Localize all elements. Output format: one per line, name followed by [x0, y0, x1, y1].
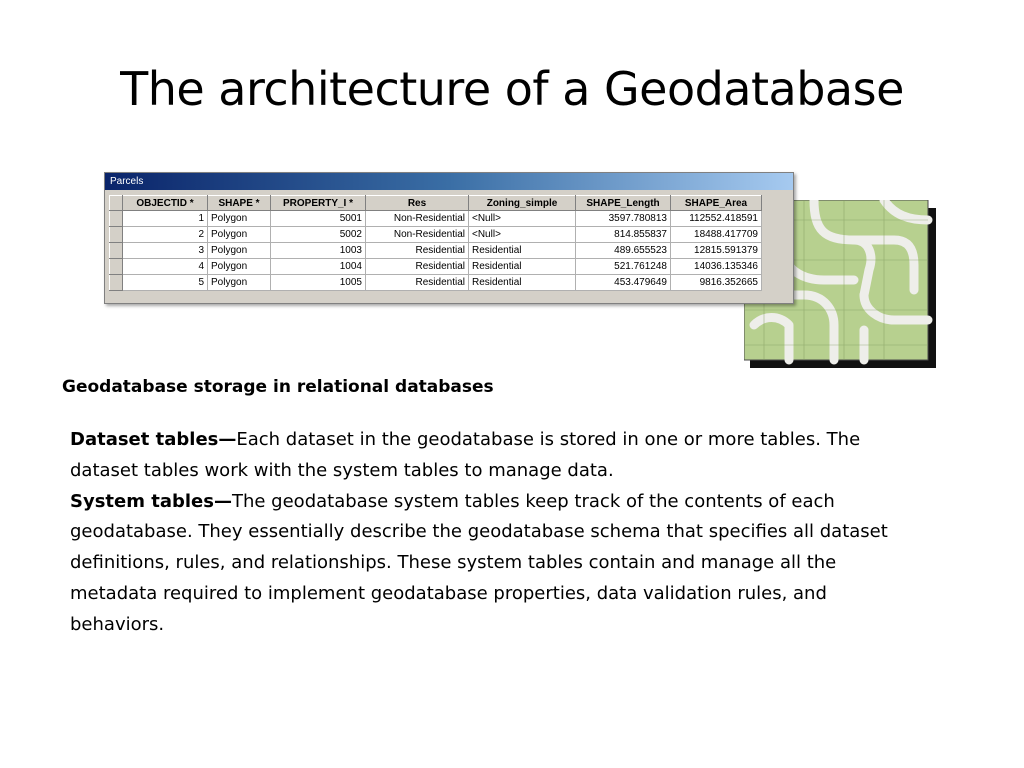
table-row[interactable]: [110, 259, 762, 275]
table-cell[interactable]: <Null>: [469, 227, 576, 243]
table-cell[interactable]: 12815.591379: [671, 243, 762, 259]
table-cell[interactable]: Residential: [366, 259, 469, 275]
column-header[interactable]: OBJECTID *: [123, 196, 208, 211]
column-header[interactable]: SHAPE_Length: [576, 196, 671, 211]
table-row[interactable]: [110, 211, 762, 227]
system-tables-description: The geodatabase system tables keep track of the contents of each geodatabase. They essentially describe the geodatabase schema that specifies all dataset definitions, rules, and relationships. These system tables contain and manage all the metadata required to implement geodatabase properties, data validation rules, and behaviors.: [70, 490, 888, 635]
column-header[interactable]: PROPERTY_I *: [271, 196, 366, 211]
system-tables-term: System tables—: [70, 490, 232, 512]
row-selector[interactable]: [110, 227, 123, 243]
table-cell[interactable]: Polygon: [208, 243, 271, 259]
table-cell[interactable]: 453.479649: [576, 275, 671, 291]
dataset-tables-description: Each dataset in the geodatabase is stored in one or more tables. The dataset tables work with the system tables to manage data.: [70, 429, 861, 481]
table-cell[interactable]: 1003: [271, 243, 366, 259]
row-selector[interactable]: [110, 275, 123, 291]
column-header[interactable]: SHAPE *: [208, 196, 271, 211]
column-header[interactable]: Zoning_simple: [469, 196, 576, 211]
table-cell[interactable]: 4: [123, 259, 208, 275]
table-cell[interactable]: Polygon: [208, 227, 271, 243]
table-cell[interactable]: 3597.780813: [576, 211, 671, 227]
table-cell[interactable]: Polygon: [208, 211, 271, 227]
column-header[interactable]: SHAPE_Area: [671, 196, 762, 211]
table-cell[interactable]: 2: [123, 227, 208, 243]
table-cell[interactable]: Non-Residential: [366, 227, 469, 243]
table-cell[interactable]: Polygon: [208, 259, 271, 275]
table-header-row: [110, 196, 762, 211]
table-cell[interactable]: 3: [123, 243, 208, 259]
table-cell[interactable]: 1004: [271, 259, 366, 275]
table-cell[interactable]: Polygon: [208, 275, 271, 291]
dataset-tables-term: Dataset tables—: [70, 429, 237, 450]
attribute-table-window: [104, 172, 794, 304]
column-header[interactable]: Res: [366, 196, 469, 211]
table-row[interactable]: [110, 275, 762, 291]
table-cell[interactable]: 489.655523: [576, 243, 671, 259]
table-cell[interactable]: 814.855837: [576, 227, 671, 243]
table-cell[interactable]: 5001: [271, 211, 366, 227]
window-titlebar[interactable]: Parcels: [105, 173, 793, 190]
row-selector[interactable]: [110, 211, 123, 227]
table-cell[interactable]: 1005: [271, 275, 366, 291]
table-cell[interactable]: 18488.417709: [671, 227, 762, 243]
table-cell[interactable]: 5002: [271, 227, 366, 243]
header-corner[interactable]: [110, 196, 123, 211]
table-cell[interactable]: Residential: [366, 243, 469, 259]
table-cell[interactable]: Residential: [469, 243, 576, 259]
body-paragraph: [70, 425, 890, 641]
section-subheading: Geodatabase storage in relational databases: [62, 377, 494, 397]
table-row[interactable]: [110, 227, 762, 243]
table-cell[interactable]: 112552.418591: [671, 211, 762, 227]
row-selector[interactable]: [110, 259, 123, 275]
table-cell[interactable]: 521.761248: [576, 259, 671, 275]
table-cell[interactable]: Residential: [469, 259, 576, 275]
table-row[interactable]: [110, 243, 762, 259]
table-cell[interactable]: Residential: [469, 275, 576, 291]
table-cell[interactable]: 14036.135346: [671, 259, 762, 275]
table-cell[interactable]: 1: [123, 211, 208, 227]
table-cell[interactable]: Non-Residential: [366, 211, 469, 227]
attribute-table: [109, 195, 762, 291]
table-cell[interactable]: 5: [123, 275, 208, 291]
row-selector[interactable]: [110, 243, 123, 259]
table-cell[interactable]: Residential: [366, 275, 469, 291]
table-cell[interactable]: <Null>: [469, 211, 576, 227]
slide-title: The architecture of a Geodatabase: [120, 62, 904, 116]
table-cell[interactable]: 9816.352665: [671, 275, 762, 291]
